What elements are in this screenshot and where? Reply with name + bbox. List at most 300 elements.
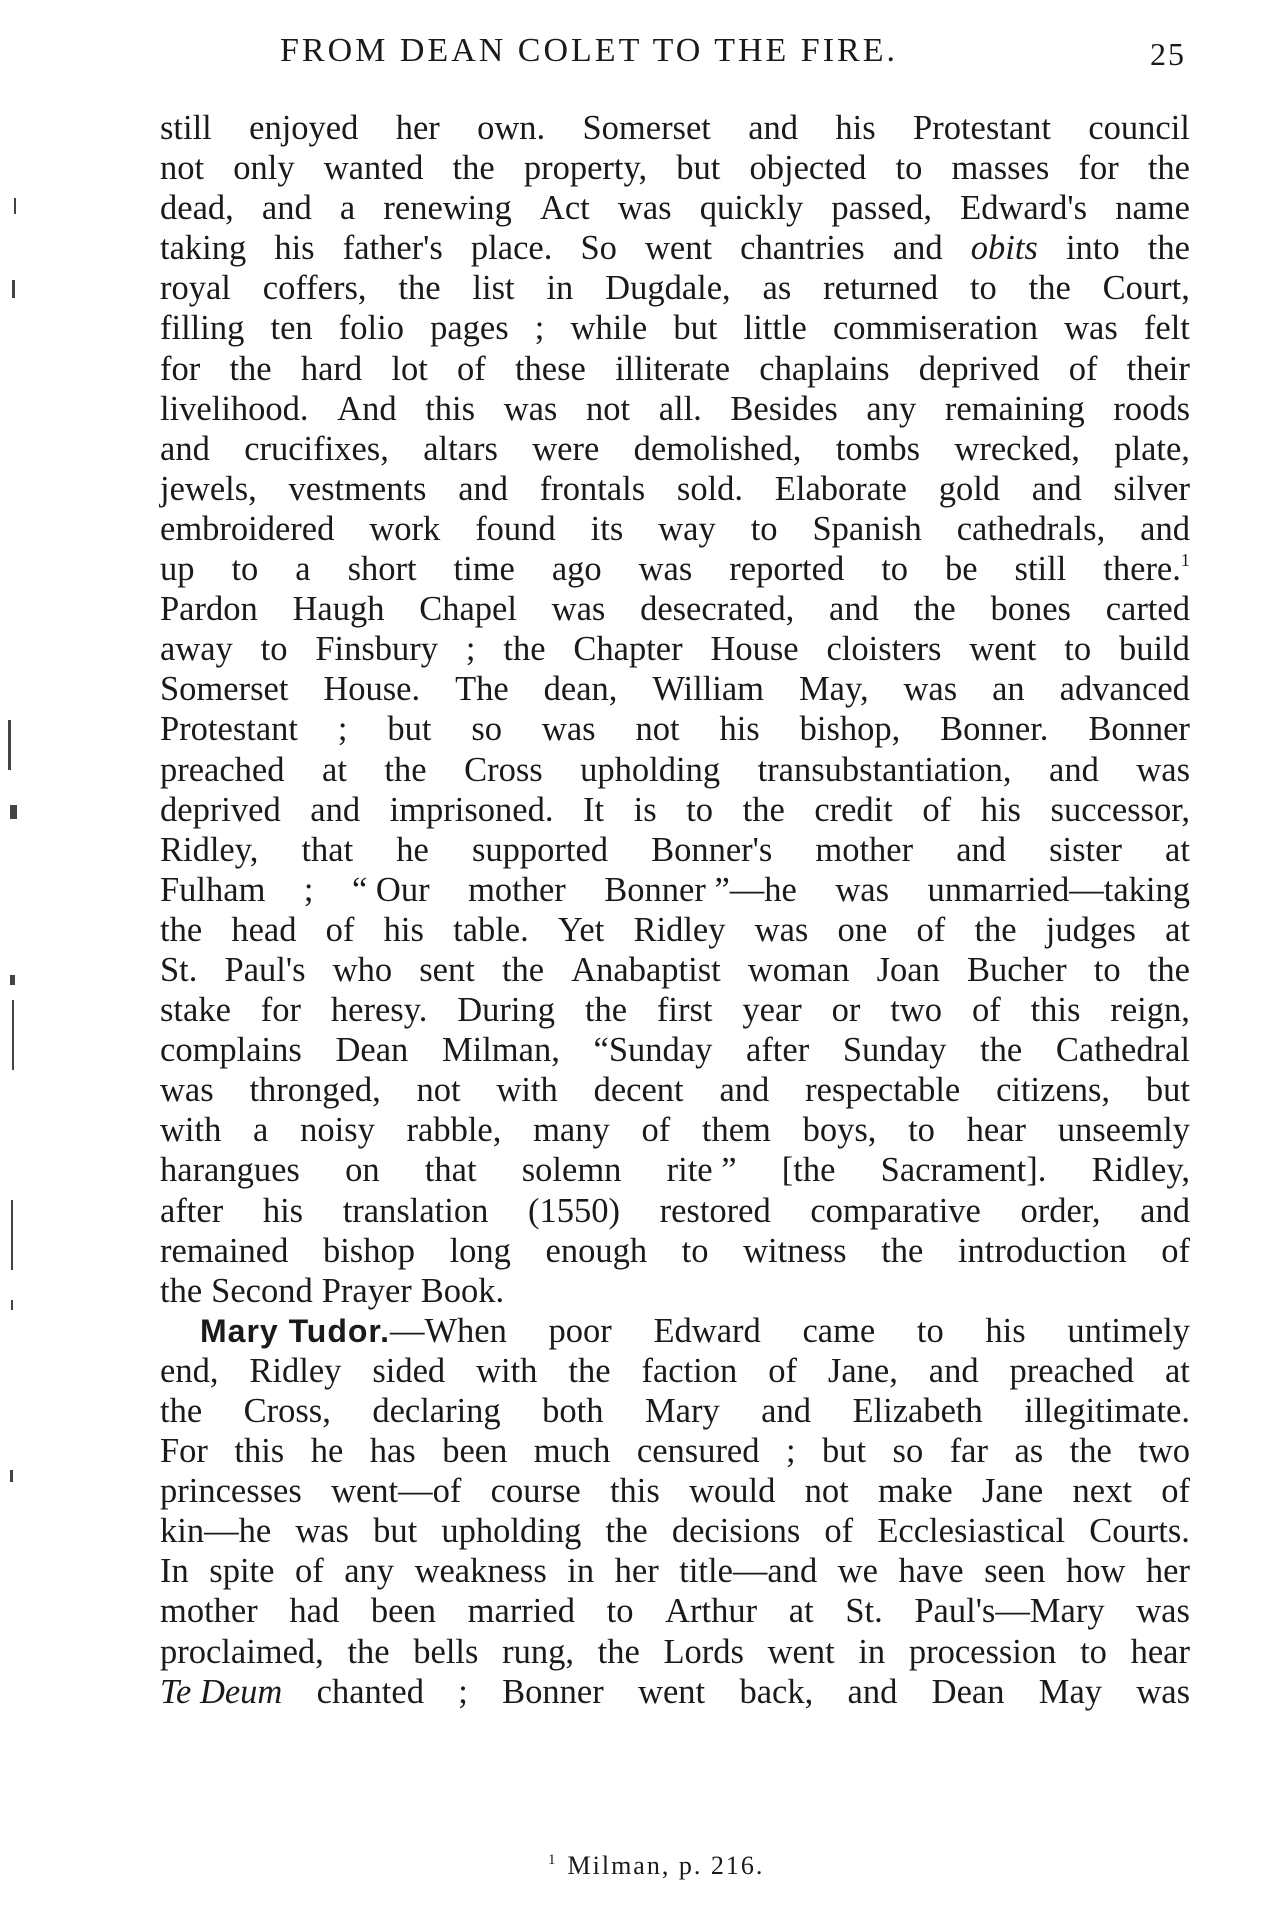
word: far: [949, 1432, 988, 1471]
text-line: [160, 990, 1190, 1030]
word: up: [160, 550, 195, 589]
word: for: [1078, 149, 1119, 188]
word: many: [533, 1111, 610, 1150]
text-line: [160, 589, 1190, 629]
body-text: [160, 108, 1190, 1712]
word: list: [472, 269, 515, 308]
word: citizens,: [996, 1071, 1111, 1110]
word: Bucher: [966, 950, 1067, 989]
word: illegitimate.: [1024, 1392, 1190, 1430]
word: Milman,: [441, 1031, 560, 1070]
word: filling: [160, 309, 245, 348]
word: and: [1049, 750, 1099, 789]
text-line: [160, 509, 1190, 549]
word: at: [1165, 830, 1190, 869]
word: decisions: [671, 1512, 801, 1551]
word: masses: [951, 149, 1050, 188]
word: Paul's—Mary: [914, 1592, 1105, 1631]
word: but: [1145, 1071, 1190, 1110]
word: the: [347, 1632, 390, 1671]
word: Court,: [1102, 269, 1190, 308]
word: of: [294, 1552, 324, 1591]
word: not: [416, 1071, 461, 1110]
word: seen: [984, 1552, 1046, 1591]
word: this: [1030, 991, 1081, 1030]
word: restored: [659, 1191, 771, 1230]
word: and: [719, 1071, 770, 1110]
word: quickly: [699, 189, 804, 228]
word: pages: [430, 309, 509, 348]
word: sent: [419, 950, 475, 989]
word: vestments: [288, 469, 427, 508]
word: Paul's: [224, 950, 306, 989]
word: jewels,: [160, 469, 257, 508]
word: both: [542, 1392, 604, 1430]
word: how: [1065, 1552, 1126, 1591]
word: For: [160, 1432, 208, 1471]
text-line: [160, 709, 1190, 749]
word: illiterate: [615, 349, 731, 388]
word: of: [457, 349, 486, 388]
word: Dugdale,: [605, 269, 731, 308]
word: is: [633, 790, 657, 829]
text-line: [160, 910, 1190, 950]
word: way: [658, 509, 716, 548]
word: chaplains: [759, 349, 890, 388]
word: and: [892, 229, 943, 268]
word: rung,: [502, 1632, 574, 1671]
word: the: [503, 630, 546, 669]
word: weakness: [414, 1552, 547, 1591]
word: the: [597, 1632, 640, 1671]
word: and: [847, 1672, 898, 1711]
word: altars: [423, 429, 498, 468]
word: to: [908, 1111, 935, 1150]
word: House: [710, 630, 799, 669]
word: the: [398, 269, 441, 308]
word: hard: [300, 349, 363, 388]
word: supported: [471, 830, 609, 869]
word: the: [1147, 229, 1190, 268]
margin-speck: [10, 805, 17, 819]
word: ten: [270, 309, 313, 348]
word: place.: [470, 229, 553, 268]
word: decent: [593, 1071, 684, 1110]
word: mother: [815, 830, 914, 869]
word: the: [1028, 269, 1071, 308]
word: of: [325, 910, 355, 949]
word: be: [945, 550, 978, 589]
word: the: [974, 910, 1017, 949]
word: wanted: [323, 149, 424, 188]
word: with: [476, 1351, 538, 1390]
margin-speck: [12, 280, 15, 298]
word: dean,: [543, 670, 618, 709]
word: Ridley,: [160, 830, 259, 869]
word: royal: [160, 269, 231, 308]
word: of: [1161, 1472, 1190, 1511]
word: of: [916, 910, 946, 949]
text-line: [160, 1311, 1190, 1351]
word: coffers,: [262, 269, 367, 308]
word: woman: [747, 950, 850, 989]
text-line: [160, 1391, 1190, 1431]
word: And: [337, 389, 397, 428]
word: the: [501, 950, 545, 989]
word: bones: [990, 590, 1071, 629]
word: as: [1014, 1432, 1044, 1471]
word: the: [980, 1031, 1023, 1070]
word: into: [1065, 229, 1120, 268]
word: Second: [211, 1271, 313, 1310]
word: Spanish: [812, 509, 922, 548]
margin-speck: [12, 1000, 14, 1070]
text-line: [160, 1110, 1190, 1150]
text-line: [160, 1471, 1190, 1511]
word: Chapel: [419, 590, 517, 629]
word: first: [656, 991, 713, 1030]
word: was: [160, 1071, 214, 1110]
word: enjoyed: [249, 109, 359, 147]
word: censured: [636, 1432, 760, 1471]
word: preached: [160, 750, 285, 789]
word: Prayer: [321, 1271, 412, 1310]
scan-margin-marks: [0, 0, 30, 1922]
word: build: [1118, 630, 1190, 669]
word: and: [1140, 1191, 1190, 1230]
word: stake: [160, 991, 231, 1030]
word: his: [719, 710, 760, 749]
footnote-marker: 1: [548, 1852, 558, 1868]
word: comparative: [810, 1191, 981, 1230]
word: ;: [458, 1672, 468, 1711]
text-line: [160, 1231, 1190, 1271]
word: was: [1136, 1672, 1190, 1711]
word: dead,: [160, 189, 234, 228]
word: but: [373, 1512, 418, 1551]
word: at: [788, 1592, 814, 1631]
word: (1550): [527, 1191, 620, 1230]
word: faction: [641, 1351, 738, 1390]
footnote: [548, 1853, 764, 1879]
word: that: [424, 1151, 477, 1190]
word: back,: [739, 1672, 814, 1711]
word: went—of: [331, 1472, 462, 1511]
word: he: [396, 830, 429, 869]
text-line: [160, 750, 1190, 790]
word: chantries: [740, 229, 865, 268]
word: desecrated,: [640, 590, 795, 629]
word: went: [969, 630, 1037, 669]
word: spite: [209, 1552, 275, 1591]
word: to: [681, 1231, 709, 1270]
word: two: [1138, 1432, 1190, 1471]
word: ago: [551, 550, 602, 589]
word: proclaimed,: [160, 1632, 324, 1671]
word: to: [606, 1592, 634, 1631]
word: with: [160, 1111, 222, 1150]
word: next: [1072, 1472, 1132, 1511]
word: passed,: [831, 189, 932, 228]
word: Pardon: [160, 590, 258, 629]
word: advanced: [1059, 670, 1190, 709]
word: the: [605, 1512, 648, 1551]
text-line: [160, 1511, 1190, 1551]
word: So: [580, 229, 617, 268]
word: Mary: [644, 1392, 720, 1430]
word: after: [746, 1031, 810, 1070]
word: ;: [785, 1432, 796, 1471]
word: the: [1147, 149, 1190, 188]
word: title—and: [679, 1552, 818, 1591]
word: Cathedral: [1055, 1031, 1190, 1070]
word: and: [458, 469, 509, 508]
word: went: [638, 1672, 706, 1711]
word: Dean: [931, 1672, 1005, 1711]
word: rabble,: [406, 1111, 502, 1150]
text-line: [160, 349, 1190, 389]
word: Protestant: [913, 109, 1051, 147]
word: Bonner's: [651, 830, 773, 869]
text-line: [160, 108, 1190, 148]
word: one: [837, 910, 888, 949]
word: preached: [1009, 1351, 1135, 1390]
word: the: [881, 1231, 924, 1270]
word: but: [387, 710, 432, 749]
word: to: [895, 149, 923, 188]
text-line: [160, 870, 1190, 910]
word: and: [1031, 469, 1082, 508]
margin-speck: [8, 720, 11, 770]
word: transubstantiation,: [757, 750, 1012, 789]
word: the: [913, 590, 956, 629]
word: of: [824, 1512, 854, 1551]
word: so: [892, 1432, 924, 1471]
text-line: [160, 790, 1190, 830]
word: The: [455, 670, 509, 709]
text-line: [160, 1551, 1190, 1591]
word: were: [532, 429, 600, 468]
word: returned: [823, 269, 939, 308]
word: demolished,: [633, 429, 802, 468]
word: Ecclesiastical: [877, 1512, 1066, 1551]
word: was: [503, 389, 558, 428]
word: was: [295, 1512, 349, 1551]
word: judges: [1045, 910, 1136, 949]
word: his: [274, 229, 315, 268]
word: in: [858, 1632, 886, 1671]
word: Somerset: [582, 109, 711, 147]
section-heading: Mary Tudor.: [200, 1312, 390, 1349]
word: not: [160, 149, 205, 188]
word: —When: [389, 1311, 507, 1350]
word: at: [1164, 1351, 1190, 1390]
word: went: [767, 1632, 835, 1671]
word: his: [985, 1311, 1026, 1350]
word: Joan: [876, 950, 940, 989]
word: was: [754, 910, 809, 949]
word: was: [551, 590, 606, 629]
word: we: [837, 1552, 878, 1591]
word: Protestant: [160, 710, 298, 749]
word: Cross: [464, 750, 543, 789]
word: his: [835, 109, 876, 147]
word: and: [1140, 509, 1190, 548]
word: on: [345, 1151, 380, 1190]
word: so: [471, 710, 503, 749]
word: poor: [548, 1311, 612, 1350]
word: Lords: [663, 1632, 744, 1671]
word: them: [701, 1111, 771, 1150]
word: commiseration: [832, 309, 1038, 348]
word: Bonner: [502, 1672, 604, 1711]
word: there.$^1$: [1103, 550, 1190, 589]
word: was: [1136, 1592, 1190, 1631]
word: at: [1165, 910, 1190, 949]
word: During: [457, 991, 555, 1030]
word: St.: [845, 1592, 883, 1631]
word: any: [344, 1552, 395, 1591]
word: been: [370, 1592, 437, 1631]
word: order,: [1020, 1191, 1101, 1230]
text-line: [160, 429, 1190, 469]
word: was: [1064, 309, 1118, 348]
margin-speck: [10, 1470, 13, 1482]
word: his: [383, 910, 424, 949]
word: of: [922, 790, 952, 829]
text-line: [160, 1632, 1190, 1672]
word: rite ”: [666, 1151, 737, 1190]
word: as: [762, 269, 792, 308]
word: Courts.: [1089, 1512, 1190, 1551]
word: found: [475, 509, 556, 548]
word: he: [310, 1432, 344, 1471]
word: Act: [539, 189, 590, 228]
word: but: [673, 309, 718, 348]
word: property,: [523, 149, 648, 188]
word: the: [160, 1271, 203, 1310]
word: the: [568, 1351, 611, 1390]
word: and: [761, 1392, 811, 1430]
word: and: [829, 590, 879, 629]
text-line: [160, 228, 1190, 268]
word: sided: [372, 1351, 446, 1390]
word: would: [689, 1472, 776, 1511]
word: deprived: [160, 790, 281, 829]
word: not: [585, 389, 631, 428]
word: end,: [160, 1351, 219, 1390]
word: Elizabeth: [852, 1392, 983, 1430]
word: and: [956, 830, 1007, 869]
word: the: [229, 349, 272, 388]
word: Arthur: [665, 1592, 758, 1631]
word: Elaborate: [774, 469, 907, 508]
word: while: [570, 309, 648, 348]
word: been: [442, 1432, 508, 1471]
word: declaring: [372, 1392, 501, 1430]
word: bishop: [322, 1231, 415, 1270]
word: remained: [160, 1231, 289, 1270]
word: remaining: [944, 389, 1085, 428]
word: and: [928, 1351, 979, 1390]
word: Fulham: [160, 870, 266, 909]
running-title: FROM DEAN COLET TO THE FIRE.: [280, 32, 898, 69]
word: of: [768, 1351, 797, 1390]
word: name: [1115, 189, 1190, 228]
word: heresy.: [330, 991, 428, 1030]
word: folio: [338, 309, 404, 348]
word: to: [686, 790, 714, 829]
word: but: [676, 149, 721, 188]
word: this: [234, 1432, 285, 1471]
text-line: [160, 1431, 1190, 1471]
word: Bonner ”—he: [604, 870, 797, 909]
word: went: [644, 229, 713, 268]
word: for: [160, 349, 201, 388]
word: Yet: [557, 910, 605, 949]
word: the: [160, 910, 203, 949]
word: has: [369, 1432, 416, 1471]
word: this: [609, 1472, 660, 1511]
text-line: [160, 669, 1190, 709]
word: time: [453, 550, 515, 589]
footnote-text: Milman, p. 216.: [567, 1851, 765, 1880]
word: “ Our: [351, 870, 430, 909]
word: bishop,: [799, 710, 901, 749]
word: its: [590, 509, 624, 548]
word: renewing: [383, 189, 512, 228]
word: have: [898, 1552, 964, 1591]
text-line: [160, 1271, 1190, 1311]
margin-speck: [14, 198, 16, 214]
word: ;: [303, 870, 314, 909]
text-line: [160, 549, 1190, 589]
word: still: [1014, 550, 1067, 589]
word: taking: [160, 229, 247, 268]
word: Somerset: [160, 670, 289, 709]
word: head: [231, 910, 297, 949]
word: kin—he: [160, 1512, 272, 1551]
word: was: [903, 670, 958, 709]
word: her: [614, 1552, 659, 1591]
word: thronged,: [249, 1071, 381, 1110]
word: obits: [970, 229, 1038, 268]
word: Cross,: [243, 1392, 331, 1430]
word: short: [347, 550, 417, 589]
word: her: [1145, 1552, 1190, 1591]
word: May,: [798, 670, 869, 709]
margin-speck: [11, 1200, 13, 1270]
word: Ridley: [249, 1351, 342, 1390]
text-line: [160, 629, 1190, 669]
text-line: [160, 389, 1190, 429]
word: year: [742, 991, 802, 1030]
word: unmarried—taking: [927, 870, 1190, 909]
word: this: [425, 389, 476, 428]
footnote-reference: 1: [1180, 550, 1190, 571]
word: respectable: [805, 1071, 961, 1110]
word: chanted: [316, 1672, 424, 1711]
word: reign,: [1110, 991, 1190, 1030]
word: was: [638, 550, 693, 589]
word: the: [742, 790, 785, 829]
word: Bonner.: [940, 710, 1049, 749]
word: had: [289, 1592, 340, 1631]
word: solemn: [521, 1151, 622, 1190]
word: carted: [1105, 590, 1190, 629]
word: with: [496, 1071, 558, 1110]
word: silver: [1113, 469, 1190, 508]
